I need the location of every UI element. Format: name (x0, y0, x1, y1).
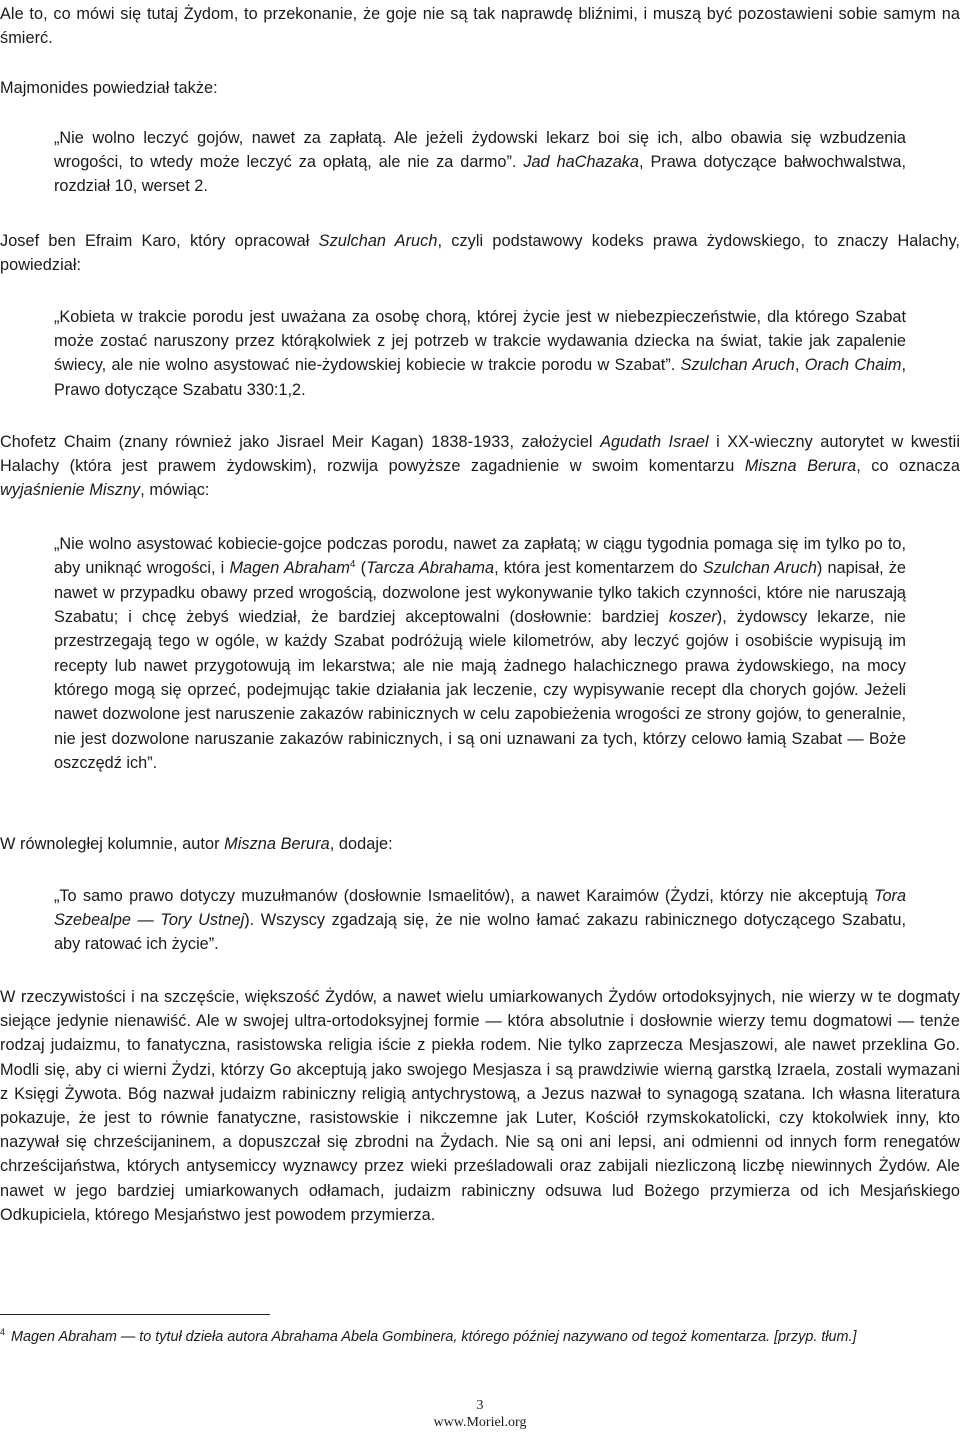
page-number: 3 (476, 1398, 484, 1413)
paragraph-text: Chofetz Chaim (znany również jako Jisrael Meir Kagan) 1838-1933, założyciel (0, 433, 601, 451)
quote-karaites (54, 884, 906, 957)
footnote-divider (0, 1314, 270, 1315)
footer-website[interactable]: www.Moriel.org (433, 1415, 527, 1430)
quote-text: ( (355, 559, 367, 578)
footnote-number: 4 (0, 1327, 6, 1337)
book-title: Miszna Berura (744, 457, 857, 476)
quote-source-title: Jad haChazaka (523, 153, 639, 172)
book-title: Miszna Berura (224, 835, 330, 853)
quote-majmonides (54, 126, 906, 199)
paragraph-conclusion (0, 985, 960, 1227)
paragraph-text: i XX-wieczny autorytet w kwestii Halachy (która jest prawem żydowskim), rozwija powyższe zagadnienie w swoim komentarzu (0, 433, 960, 476)
paragraph-text: Majmonides powiedział także: (0, 79, 218, 97)
paragraph-text: , mówiąc: (140, 481, 210, 500)
paragraph-text: W rzeczywistości i na szczęście, większość Żydów, a nawet wielu umiarkowanych Żydów ortodoksyjnych, nie wierzy w te dogmaty siejące jedynie nienawiść. Ale w swojej ultra-ortodoksyjnej formie ― która absolutnie i dosłownie wierzy temu dogmatowi ― tenże rodzaj judaizmu, to fanatyczna, rasistowska religia iście z piekła rodem. Nie tylko zaprzecza Mesjaszowi, ale nawet przeklina Go. Modli się, aby ci wierni Żydzi, którzy Go akceptują jako swojego Mesjasza i są prawdziwie wierną garstką Izraela, zostali wymazani z Księgi Żywota. Bóg nazwał judaizm rabiniczny religią antychrystową, a Jezus nazwał to synagogą szatana. Ich własna literatura pokazuje, że jest to równie fanatyczne, rasistowskie i nikczemne jak Luter, Kościół rzymskokatolicki, czy ktokolwiek inny, kto nazywał się chrześcijaninem, a dopuszczał się zbrodni na Żydach. Nie są oni ani lepsi, ani odmienni od innych form renegatów chrześcijaństwa, których antysemiccy wyznawcy przez wieki prześladowali oraz zabijali niezliczoną liczbę niewinnych Żydów. Ale nawet w jego bardziej umiarkowanych odłamach, judaizm rabiniczny odsuwa lud Bożego przymierza od ich Mesjańskiego Odkupiciela, którego Mesjaństwo jest powodem przymierza. (0, 988, 960, 1224)
paragraph-text: , czyli podstawowy kodeks prawa żydowskiego, to znaczy Halachy, powiedział: (0, 232, 960, 275)
quote-text: ), żydowscy lekarze, nie przestrzegają tego w ogóle, w każdy Szabat podróżują wiele kilometrów, aby leczyć gojów i osobiście wypisują im recepty lub nawet przygotowują im lekarstwa; ale nie mają żadnego halachicznego prawa żydowskiego, na mocy którego mogą się oprzeć, podejmując takie działania jak leczenie, czy wypisywanie recept dla chorych gojów. Jeżeli nawet dozwolone jest naruszenie zakazów rabinicznych w celu zapobieżenia wrogości ze strony gojów, to generalnie, nie jest dozwolone naruszanie zakazów rabinicznych, i są oni uznawani za tych, którzy celowo łamią Szabat ― Boże oszczędź ich”. (54, 608, 906, 773)
quote-szulchan-aruch (54, 305, 906, 402)
term: koszer (668, 608, 717, 627)
book-title: Szulchan Aruch (318, 232, 438, 250)
paragraph-text: , co oznacza (856, 457, 960, 476)
paragraph-intro (0, 2, 960, 50)
quote-text: , która jest komentarzem do (494, 559, 703, 578)
footnote-text: Magen Abraham ― to tytuł dzieła autora Abrahama Abela Gombinera, którego później nazywano od tegoż komentarza. [przyp. tłum.] (11, 1329, 857, 1345)
footnote-reference[interactable]: 4 (349, 559, 356, 571)
paragraph-text: Ale to, co mówi się tutaj Żydom, to przekonanie, że goje nie są tak naprawdę bliźnimi, i muszą być pozostawieni sobie samym na śmierć. (0, 5, 960, 48)
quote-text: ) napisał, że nawet w przypadku obawy przed wrogością, dozwolone jest wykonywanie tylko takich czynności, które nie naruszają Szabatu; i chcę żebyś wiedział, że bardziej akceptowalni (dosłownie: bardziej (54, 559, 906, 627)
paragraph-karo (0, 229, 960, 277)
paragraph-text: Josef ben Efraim Karo, który opracował (0, 232, 319, 250)
paragraph-parallel-column (0, 832, 960, 856)
term-meaning: wyjaśnienie Miszny (0, 481, 141, 500)
book-title: Tora Szebealpe ― Tory Ustnej (54, 887, 906, 930)
footnote (0, 1326, 960, 1348)
quote-text: „Nie wolno leczyć gojów, nawet za zapłatą. Ale jeżeli żydowski lekarz boi się ich, albo obawia się wzbudzenia wrogości, to wtedy może leczyć za opłatą, ale nie za darmo”. (54, 129, 906, 172)
quote-text: ). Wszyscy zgadzają się, że nie wolno łamać zakazu rabinicznego dotyczącego Szabatu, aby ratować ich życie”. (54, 911, 907, 954)
quote-source-title: Orach Chaim (804, 356, 902, 375)
quote-text: „Kobieta w trakcie porodu jest uważana za osobę chorą, której życie jest w niebezpieczeństwie, dla którego Szabat może zostać naruszony przez którąkolwiek z jej potrzeb w trakcie wydawania dziecka na świat, takie jak zapalenie świecy, ale nie wolno asystować nie-żydowskiej kobiecie w trakcie porodu w Szabat”. (54, 308, 906, 375)
book-title: Magen Abraham (229, 559, 350, 578)
paragraph-text: W równoległej kolumnie, autor (0, 835, 225, 853)
quote-text: „Nie wolno asystować kobiecie-gojce podczas porodu, nawet za zapłatą; w ciągu tygodnia pomaga się im tylko po to, aby uniknąć wrogości, i (54, 535, 906, 578)
separator: , (794, 356, 805, 375)
book-title: Szulchan Aruch (702, 559, 817, 578)
paragraph-text: , dodaje: (329, 835, 393, 853)
quote-text: „To samo prawo dotyczy muzułmanów (dosłownie Ismaelitów), a nawet Karaimów (Żydzi, którzy nie akceptują (54, 887, 875, 905)
quote-miszna-berura (54, 532, 906, 775)
quote-source: , Prawa dotyczące bałwochwalstwa, rozdział 10, werset 2. (54, 153, 906, 196)
paragraph-majmonides (0, 76, 960, 100)
paragraph-chofetz-chaim (0, 430, 960, 503)
organization-name: Agudath Israel (600, 433, 709, 451)
book-title: Tarcza Abrahama (366, 559, 495, 578)
quote-source-title: Szulchan Aruch (680, 356, 795, 375)
quote-source: , Prawo dotyczące Szabatu 330:1,2. (54, 356, 906, 399)
